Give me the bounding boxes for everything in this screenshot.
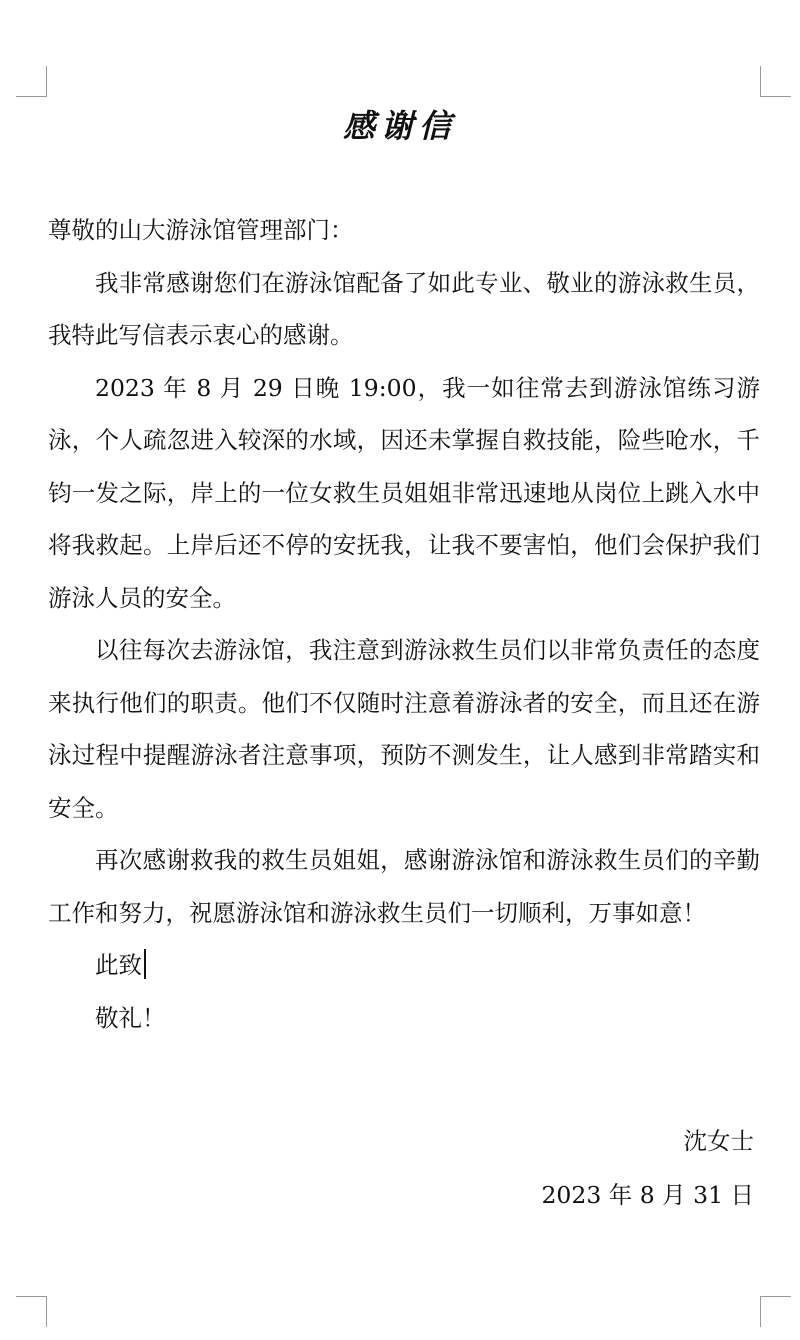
letter-salutation: 尊敬的山大游泳馆管理部门： — [48, 216, 354, 244]
closing-text-1: 此致 — [95, 951, 142, 979]
margin-mark-top-left — [16, 66, 47, 97]
letter-paragraph-2: 2023 年 8 月 29 日晚 19:00，我一如往常去到游泳馆练习游泳，个人疏忽进入较深的水域，因还未掌握自救技能，险些呛水，千钧一发之际，岸上的一位女救生员姐姐非常迅速地从岗位上跳入水中将我救起。上岸后还不停的安抚我，让我不要害怕，他们会保护我们游泳人员的安全。 — [48, 373, 760, 612]
signature-name: 沈女士 — [683, 1127, 754, 1155]
signature-block — [541, 1114, 754, 1222]
margin-mark-bottom-left — [16, 1296, 47, 1327]
letter-paragraph-1: 我非常感谢您们在游泳馆配备了如此专业、敬业的游泳救生员，我特此写信表示衷心的感谢。 — [48, 268, 760, 349]
signature-date: 2023 年 8 月 31 日 — [541, 1181, 754, 1209]
letter-title: 感谢信 — [342, 107, 457, 145]
letter-body[interactable] — [48, 204, 760, 1044]
margin-mark-top-right — [760, 66, 791, 97]
closing-line-2: 敬礼！ — [95, 1003, 166, 1032]
letter-paragraph-4: 再次感谢救我的救生员姐姐，感谢游泳馆和游泳救生员们的辛勤工作和努力，祝愿游泳馆和游泳救生员们一切顺利，万事如意！ — [48, 846, 760, 927]
margin-mark-bottom-right — [760, 1296, 791, 1327]
text-cursor — [144, 949, 146, 979]
closing-line-1 — [48, 939, 760, 992]
letter-paragraph-3: 以往每次去游泳馆，我注意到游泳救生员们以非常负责任的态度来执行他们的职责。他们不仅随时注意着游泳者的安全，而且还在游泳过程中提醒游泳者注意事项，预防不测发生，让人感到非常踏实和安全。 — [48, 636, 760, 822]
